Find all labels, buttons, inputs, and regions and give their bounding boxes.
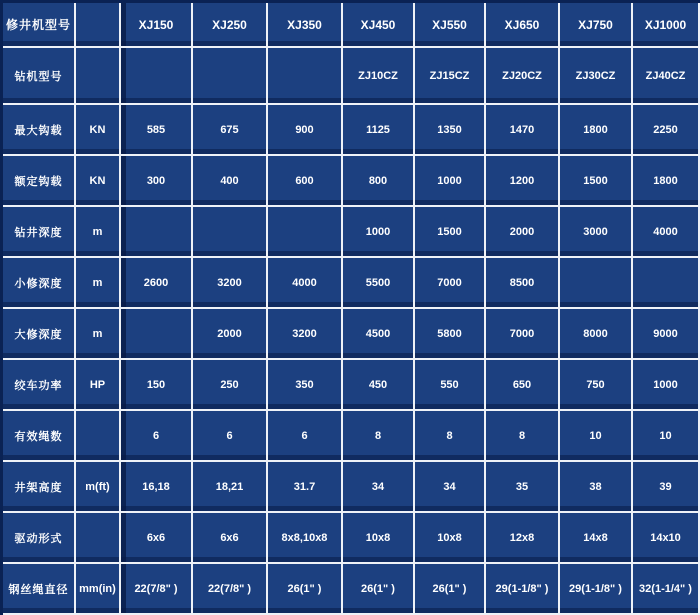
cell-value: 31.7 — [268, 462, 343, 513]
cell-value: 12x8 — [486, 513, 560, 564]
row-label: 小修深度 — [3, 258, 76, 309]
cell-value — [121, 48, 193, 105]
cell-value: 3200 — [193, 258, 268, 309]
table-row — [3, 564, 700, 615]
column-header: XJ750 — [560, 3, 633, 48]
cell-value: 8 — [486, 411, 560, 462]
cell-value: 10x8 — [415, 513, 486, 564]
cell-value: 34 — [415, 462, 486, 513]
cell-value: 3000 — [560, 207, 633, 258]
cell-value: 450 — [343, 360, 415, 411]
table-row — [3, 258, 700, 309]
row-unit: KN — [76, 105, 121, 156]
cell-value: 29(1-1/8" ) — [560, 564, 633, 615]
cell-value — [121, 207, 193, 258]
cell-value: ZJ40CZ — [633, 48, 700, 105]
table-row — [3, 462, 700, 513]
cell-value: 600 — [268, 156, 343, 207]
cell-value: 29(1-1/8" ) — [486, 564, 560, 615]
cell-value: 300 — [121, 156, 193, 207]
table-body — [3, 3, 700, 615]
column-header: XJ250 — [193, 3, 268, 48]
cell-value: 22(7/8" ) — [193, 564, 268, 615]
cell-value: 650 — [486, 360, 560, 411]
cell-value: 14x8 — [560, 513, 633, 564]
cell-value: 6 — [121, 411, 193, 462]
row-label: 井架高度 — [3, 462, 76, 513]
cell-value: 6 — [193, 411, 268, 462]
column-header: XJ1000 — [633, 3, 700, 48]
cell-value: 38 — [560, 462, 633, 513]
cell-value: 9000 — [633, 309, 700, 360]
cell-value — [268, 207, 343, 258]
cell-value: 1000 — [343, 207, 415, 258]
cell-value: 150 — [121, 360, 193, 411]
cell-value: 26(1" ) — [268, 564, 343, 615]
table-row — [3, 207, 700, 258]
row-label: 大修深度 — [3, 309, 76, 360]
table-row — [3, 360, 700, 411]
cell-value: 1800 — [633, 156, 700, 207]
cell-value: 8500 — [486, 258, 560, 309]
cell-value: 350 — [268, 360, 343, 411]
cell-value: 1500 — [415, 207, 486, 258]
cell-value: 1125 — [343, 105, 415, 156]
cell-value: 2000 — [486, 207, 560, 258]
row-unit: m(ft) — [76, 462, 121, 513]
cell-value: 5500 — [343, 258, 415, 309]
cell-value: 6 — [268, 411, 343, 462]
cell-value: 4000 — [268, 258, 343, 309]
cell-value: 2600 — [121, 258, 193, 309]
cell-value: 7000 — [415, 258, 486, 309]
table-row — [3, 105, 700, 156]
cell-value — [560, 258, 633, 309]
cell-value: 1000 — [415, 156, 486, 207]
cell-value: 550 — [415, 360, 486, 411]
cell-value — [633, 258, 700, 309]
cell-value: 10x8 — [343, 513, 415, 564]
cell-value: ZJ20CZ — [486, 48, 560, 105]
cell-value: 4500 — [343, 309, 415, 360]
row-unit: m — [76, 258, 121, 309]
cell-value: 750 — [560, 360, 633, 411]
cell-value: 7000 — [486, 309, 560, 360]
cell-value: 3200 — [268, 309, 343, 360]
cell-value: 6x6 — [193, 513, 268, 564]
table-row — [3, 309, 700, 360]
table-row — [3, 411, 700, 462]
row-label: 有效绳数 — [3, 411, 76, 462]
cell-value: 5800 — [415, 309, 486, 360]
row-label: 额定钩载 — [3, 156, 76, 207]
cell-value: 10 — [633, 411, 700, 462]
row-unit: mm(in) — [76, 564, 121, 615]
column-header: XJ450 — [343, 3, 415, 48]
table-header-row — [3, 3, 700, 48]
cell-value: 250 — [193, 360, 268, 411]
row-unit: KN — [76, 156, 121, 207]
table-title-cell: 修井机型号 — [3, 3, 76, 48]
table-row — [3, 48, 700, 105]
column-header: XJ350 — [268, 3, 343, 48]
row-unit — [76, 513, 121, 564]
cell-value: 18,21 — [193, 462, 268, 513]
cell-value — [121, 309, 193, 360]
cell-value: 10 — [560, 411, 633, 462]
cell-value: 2000 — [193, 309, 268, 360]
row-label: 钢丝绳直径 — [3, 564, 76, 615]
cell-value: 675 — [193, 105, 268, 156]
cell-value: ZJ30CZ — [560, 48, 633, 105]
cell-value: 35 — [486, 462, 560, 513]
table-row — [3, 513, 700, 564]
column-header: XJ650 — [486, 3, 560, 48]
cell-value: 8 — [415, 411, 486, 462]
cell-value — [193, 207, 268, 258]
cell-value: 32(1-1/4" ) — [633, 564, 700, 615]
row-label: 最大钩载 — [3, 105, 76, 156]
table-row — [3, 156, 700, 207]
cell-value: 39 — [633, 462, 700, 513]
cell-value: 1500 — [560, 156, 633, 207]
cell-value: 26(1" ) — [415, 564, 486, 615]
cell-value: 16,18 — [121, 462, 193, 513]
cell-value: 8x8,10x8 — [268, 513, 343, 564]
cell-value: ZJ10CZ — [343, 48, 415, 105]
column-header: XJ150 — [121, 3, 193, 48]
cell-value: 14x10 — [633, 513, 700, 564]
cell-value — [193, 48, 268, 105]
cell-value: 1200 — [486, 156, 560, 207]
cell-value: 2250 — [633, 105, 700, 156]
row-unit — [76, 411, 121, 462]
unit-header-cell — [76, 3, 121, 48]
cell-value: 8000 — [560, 309, 633, 360]
cell-value: 26(1" ) — [343, 564, 415, 615]
cell-value — [268, 48, 343, 105]
row-label: 驱动形式 — [3, 513, 76, 564]
cell-value: 400 — [193, 156, 268, 207]
row-label: 钻井深度 — [3, 207, 76, 258]
cell-value: 1000 — [633, 360, 700, 411]
row-unit: m — [76, 309, 121, 360]
cell-value: 22(7/8" ) — [121, 564, 193, 615]
cell-value: ZJ15CZ — [415, 48, 486, 105]
row-unit: m — [76, 207, 121, 258]
cell-value: 34 — [343, 462, 415, 513]
cell-value: 1470 — [486, 105, 560, 156]
workover-rig-spec-table — [3, 3, 700, 615]
cell-value: 800 — [343, 156, 415, 207]
row-unit — [76, 48, 121, 105]
cell-value: 4000 — [633, 207, 700, 258]
cell-value: 900 — [268, 105, 343, 156]
cell-value: 1800 — [560, 105, 633, 156]
row-label: 绞车功率 — [3, 360, 76, 411]
cell-value: 8 — [343, 411, 415, 462]
row-label: 钻机型号 — [3, 48, 76, 105]
column-header: XJ550 — [415, 3, 486, 48]
row-unit: HP — [76, 360, 121, 411]
cell-value: 585 — [121, 105, 193, 156]
cell-value: 6x6 — [121, 513, 193, 564]
cell-value: 1350 — [415, 105, 486, 156]
